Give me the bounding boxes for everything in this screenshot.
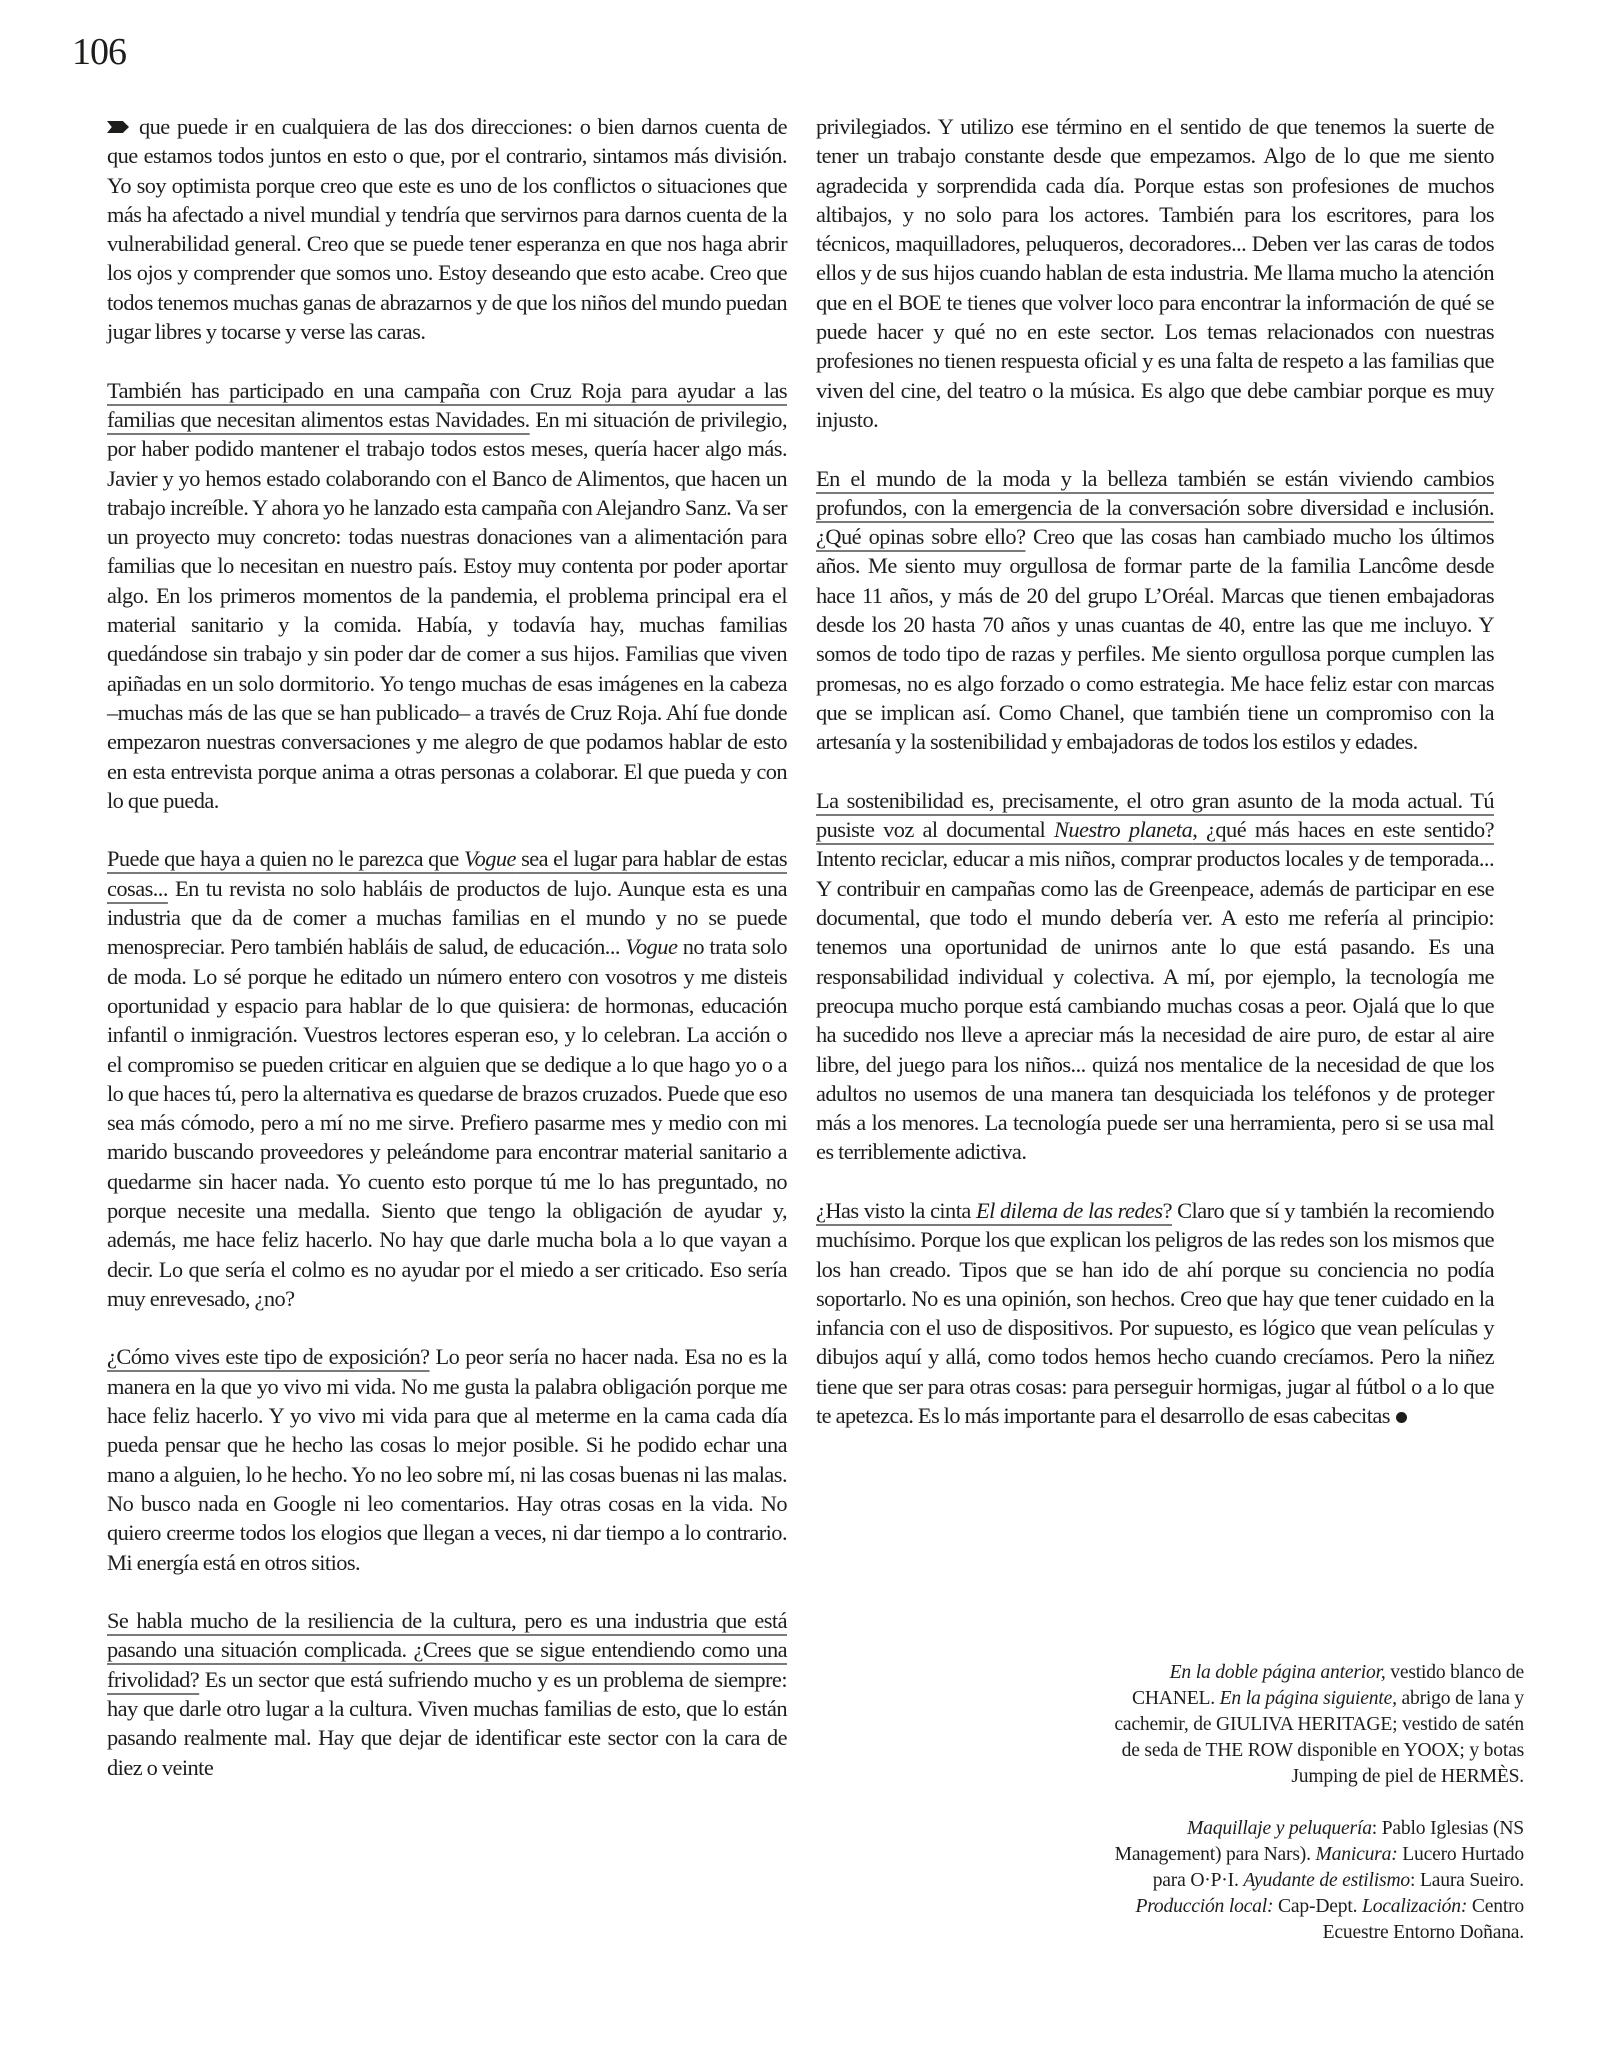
credit-block bbox=[1104, 1660, 1524, 1790]
answer-text: Lucero Hurtado para O·P·I. bbox=[1152, 1844, 1524, 1891]
article-paragraph bbox=[107, 112, 787, 346]
italic-text: Ayudante de estilismo bbox=[1243, 1870, 1411, 1891]
article-paragraph bbox=[107, 1606, 787, 1782]
answer-text: Creo que las cosas han cambiado mucho los últimos años. Me siento muy orgullosa de formar parte de la familia Lancôme desde hace 11 años, y más de 20 del grupo L’Oréal. Marcas que tienen embajadoras desde los 20 hasta 70 años y unas cuantas de 40, entre las que me incluyo. Y somos de todo tipo de razas y perfiles. Me siento orgullosa porque cumplen las promesas, no es algo forzado o como estrategia. Me hace feliz estar con marcas que se implican así. Como Chanel, que también tiene un compromiso con la artesanía y la sostenibilidad y embajadoras de todos los estilos y edades. bbox=[816, 524, 1494, 755]
continued-arrow-icon bbox=[107, 121, 129, 133]
interview-question: Nuestro planeta bbox=[1053, 817, 1193, 843]
italic-text: En la página siguiente, bbox=[1219, 1688, 1397, 1709]
italic-text: Vogue bbox=[625, 934, 678, 960]
answer-text: vestido blanco de CHANEL. bbox=[1131, 1662, 1524, 1709]
interview-question: Puede que haya a quien no le parezca que bbox=[107, 846, 464, 872]
interview-question: sea el lugar para hablar de estas cosas... bbox=[107, 846, 787, 901]
answer-text: En mi situación de privilegio, por haber podido mantener el trabajo todos estos meses, quería hacer algo más. Javier y yo hemos estado colaborando con el Banco de Alimentos, que hacen un trabajo increíble. Y ahora yo he lanzado esta campaña con Alejandro Sanz. Va ser un proyecto muy concreto: todas nuestras donaciones van a alimentación para familias que lo necesitan en nuestro país. Estoy muy contenta por poder aportar algo. En los primeros momentos de la pandemia, el problema principal era el material sanitario y la comida. Había, y todavía hay, muchas familias quedándose sin trabajo y sin poder dar de comer a sus hijos. Familias que viven apiñadas en un solo dormitorio. Yo tengo muchas de esas imágenes en la cabeza –muchas más de las que se han publicado– a través de Cruz Roja. Ahí fue donde empezaron nuestras conversaciones y me alegro de que podamos hablar de esto en esta entrevista porque anima a otras personas a colaborar. El que pueda y con lo que pueda. bbox=[107, 406, 787, 813]
answer-text: que puede ir en cualquiera de las dos direcciones: o bien darnos cuenta de que estamos todos juntos en esto o que, por el contrario, sintamos más división. Yo soy optimista porque creo que este es uno de los conflictos o situaciones que más ha afectado a nivel mundial y tendría que servirnos para darnos cuenta de la vulnerabilidad general. Creo que se puede tener esperanza en que nos haga abrir los ojos y comprender que somos uno. Estoy deseando que esto acabe. Creo que todos tenemos muchas ganas de abrazarnos y de que los niños del mundo puedan jugar libres y tocarse y verse las caras. bbox=[107, 114, 787, 345]
answer-text: : Pablo Iglesias (NS Management) para Nars). bbox=[1114, 1818, 1524, 1865]
answer-text: En tu revista no solo habláis de productos de lujo. Aunque esta es una industria que da de comer a muchas familias en el mundo y no se puede menospreciar. Pero también habláis de salud, de educación... bbox=[107, 875, 787, 960]
answer-text: Centro Ecuestre Entorno Doñana. bbox=[1322, 1896, 1524, 1943]
answer-text: no trata solo de moda. Lo sé porque he editado un número entero con vosotros y me disteis oportunidad y espacio para hablar de lo que quisiera: de hormonas, educación infantil o inmigración. Vuestros lectores esperan eso, y lo celebran. La acción o el compromiso se pueden criticar en alguien que se dedique a lo que hago yo o a lo que haces tú, pero la alternativa es quedarse de brazos cruzados. Puede que eso sea más cómodo, pero a mí no me sirve. Prefiero pasarme mes y medio con mi marido buscando proveedores y peleándome para encontrar material sanitario a quedarme sin hacer nada. Yo cuento esto porque tú me lo has preguntado, no porque necesite una medalla. Siento que tengo la obligación de ayudar y, además, me hace feliz hacerlo. No hay que darle mucha bola a lo que vayan a decir. Lo que sería el colmo es no ayudar por el miedo a ser criticado. Eso sería muy enrevesado, ¿no? bbox=[107, 934, 787, 1311]
interview-question: ? bbox=[1162, 1197, 1172, 1223]
answer-text: Es un sector que está sufriendo mucho y es un problema de siempre: hay que darle otro lugar a la cultura. Viven muchas familias de esto, que lo están pasando realmente mal. Hay que dejar de identificar este sector con la cara de diez o veinte bbox=[107, 1666, 787, 1780]
interview-question: Vogue bbox=[463, 846, 516, 872]
photo-credits bbox=[1104, 1660, 1524, 1972]
italic-text: En la doble página anterior, bbox=[1169, 1662, 1386, 1683]
end-of-article-dot-icon bbox=[1396, 1412, 1407, 1423]
page-number: 106 bbox=[72, 31, 126, 73]
left-column bbox=[107, 112, 787, 1811]
interview-question: También has participado en una campaña con Cruz Roja para ayudar a las familias que necesitan alimentos estas Navidades. bbox=[107, 377, 787, 432]
right-column bbox=[816, 112, 1494, 1460]
article-paragraph bbox=[816, 786, 1494, 1167]
article-paragraph bbox=[107, 844, 787, 1313]
answer-text: Claro que sí y también la recomiendo muchísimo. Porque los que explican los peligros de las redes son los mismos que los han creado. Tipos que se han ido de ahí porque su conciencia no podía soportarlo. No es una opinión, son hechos. Creo que hay que tener cuidado en la infancia con el uso de dispositivos. Por supuesto, es lógico que vean películas y dibujos aquí y allá, como todos hemos hecho cuando crecíamos. Pero la niñez tiene que ser para otras cosas: para perseguir hormigas, jugar al fútbol o a lo que te apetezca. Es lo más importante para el desarrollo de esas cabecitas bbox=[816, 1197, 1494, 1429]
italic-text: Manicura: bbox=[1315, 1844, 1398, 1865]
italic-text: Producción local: bbox=[1135, 1896, 1274, 1917]
interview-question: El dilema de las redes bbox=[975, 1197, 1163, 1223]
answer-text: privilegiados. Y utilizo ese término en el sentido de que tenemos la suerte de tener un trabajo constante desde que empezamos. Algo de lo que me siento agradecida y sorprendida cada día. Porque estas son profesiones de muchos altibajos, y no solo para los actores. También para los escritores, para los técnicos, maquilladores, peluqueros, decoradores... Deben ver las caras de todos ellos y de sus hijos cuando hablan de esta industria. Me llama mucho la atención que en el BOE te tienes que volver loco para encontrar la información de qué se puede hacer y qué no en este sector. Los temas relacionados con nuestras profesiones no tienen respuesta oficial y es una falta de respeto a las familias que viven del cine, del teatro o la música. Es algo que debe cambiar porque es muy injusto. bbox=[816, 114, 1494, 432]
answer-text: Cap-Dept. bbox=[1273, 1896, 1363, 1917]
credit-block bbox=[1104, 1816, 1524, 1946]
article-paragraph bbox=[816, 1196, 1494, 1430]
answer-text: abrigo de lana y cachemir, de GIULIVA HERITAGE; vestido de satén de seda de THE ROW disponible en YOOX; y botas Jumping de piel de HERMÈS. bbox=[1114, 1688, 1524, 1787]
interview-question: En el mundo de la moda y la belleza también se están viviendo cambios profundos, con la emergencia de la conversación sobre diversidad e inclusión. ¿Qué opinas sobre ello? bbox=[816, 465, 1494, 550]
interview-question: ¿Cómo vives este tipo de exposición? bbox=[107, 1344, 430, 1370]
answer-text: Intento reciclar, educar a mis niños, comprar productos locales y de temporada... Y contribuir en campañas como las de Greenpeace, además de participar en ese documental, que todo el mundo debería ver. A esto me refería al principio: tenemos una oportunidad de unirnos ante lo que está pasando. Es una responsabilidad individual y colectiva. A mí, por ejemplo, la tecnología me preocupa mucho porque está cambiando muchas cosas a peor. Ojalá que lo que ha sucedido nos lleve a apreciar más la necesidad de aire puro, de estar al aire libre, del juego para los niños... quizá nos mentalice de la necesidad de que los adultos no usemos de una manera tan desquiciada los teléfonos y de proteger más a los menores. La tecnología puede ser una herramienta, pero si se usa mal es terriblemente adictiva. bbox=[816, 846, 1494, 1165]
interview-question: Se habla mucho de la resiliencia de la cultura, pero es una industria que está pasando una situación complicada. ¿Crees que se sigue entendiendo como una frivolidad? bbox=[107, 1608, 787, 1692]
interview-question: ¿Has visto la cinta bbox=[816, 1197, 976, 1223]
article-paragraph bbox=[107, 1342, 787, 1576]
article-paragraph bbox=[816, 464, 1494, 757]
italic-text: Maquillaje y peluquería bbox=[1187, 1818, 1372, 1839]
answer-text: Lo peor sería no hacer nada. Esa no es la manera en la que yo vivo mi vida. No me gusta la palabra obligación porque me hace feliz hacerlo. Y yo vivo mi vida para que al meterme en la cama cada día pueda pensar que he hecho las cosas lo mejor posible. Si he podido echar una mano a alguien, lo he hecho. Yo no leo sobre mí, ni las cosas buenas ni las malas. No busco nada en Google ni leo comentarios. Hay otras cosas en la vida. No quiero creerme todos los elogios que llegan a veces, ni dar tiempo a lo contrario. Mi energía está en otros sitios. bbox=[107, 1344, 787, 1575]
article-paragraph bbox=[107, 376, 787, 815]
article-paragraph bbox=[816, 112, 1494, 434]
italic-text: Localización: bbox=[1362, 1896, 1468, 1917]
interview-question: La sostenibilidad es, precisamente, el otro gran asunto de la moda actual. Tú pusiste voz al documental bbox=[816, 787, 1494, 843]
answer-text: : Laura Sueiro. bbox=[1410, 1870, 1524, 1891]
interview-question: , ¿qué más haces en este sentido? bbox=[1192, 817, 1495, 843]
